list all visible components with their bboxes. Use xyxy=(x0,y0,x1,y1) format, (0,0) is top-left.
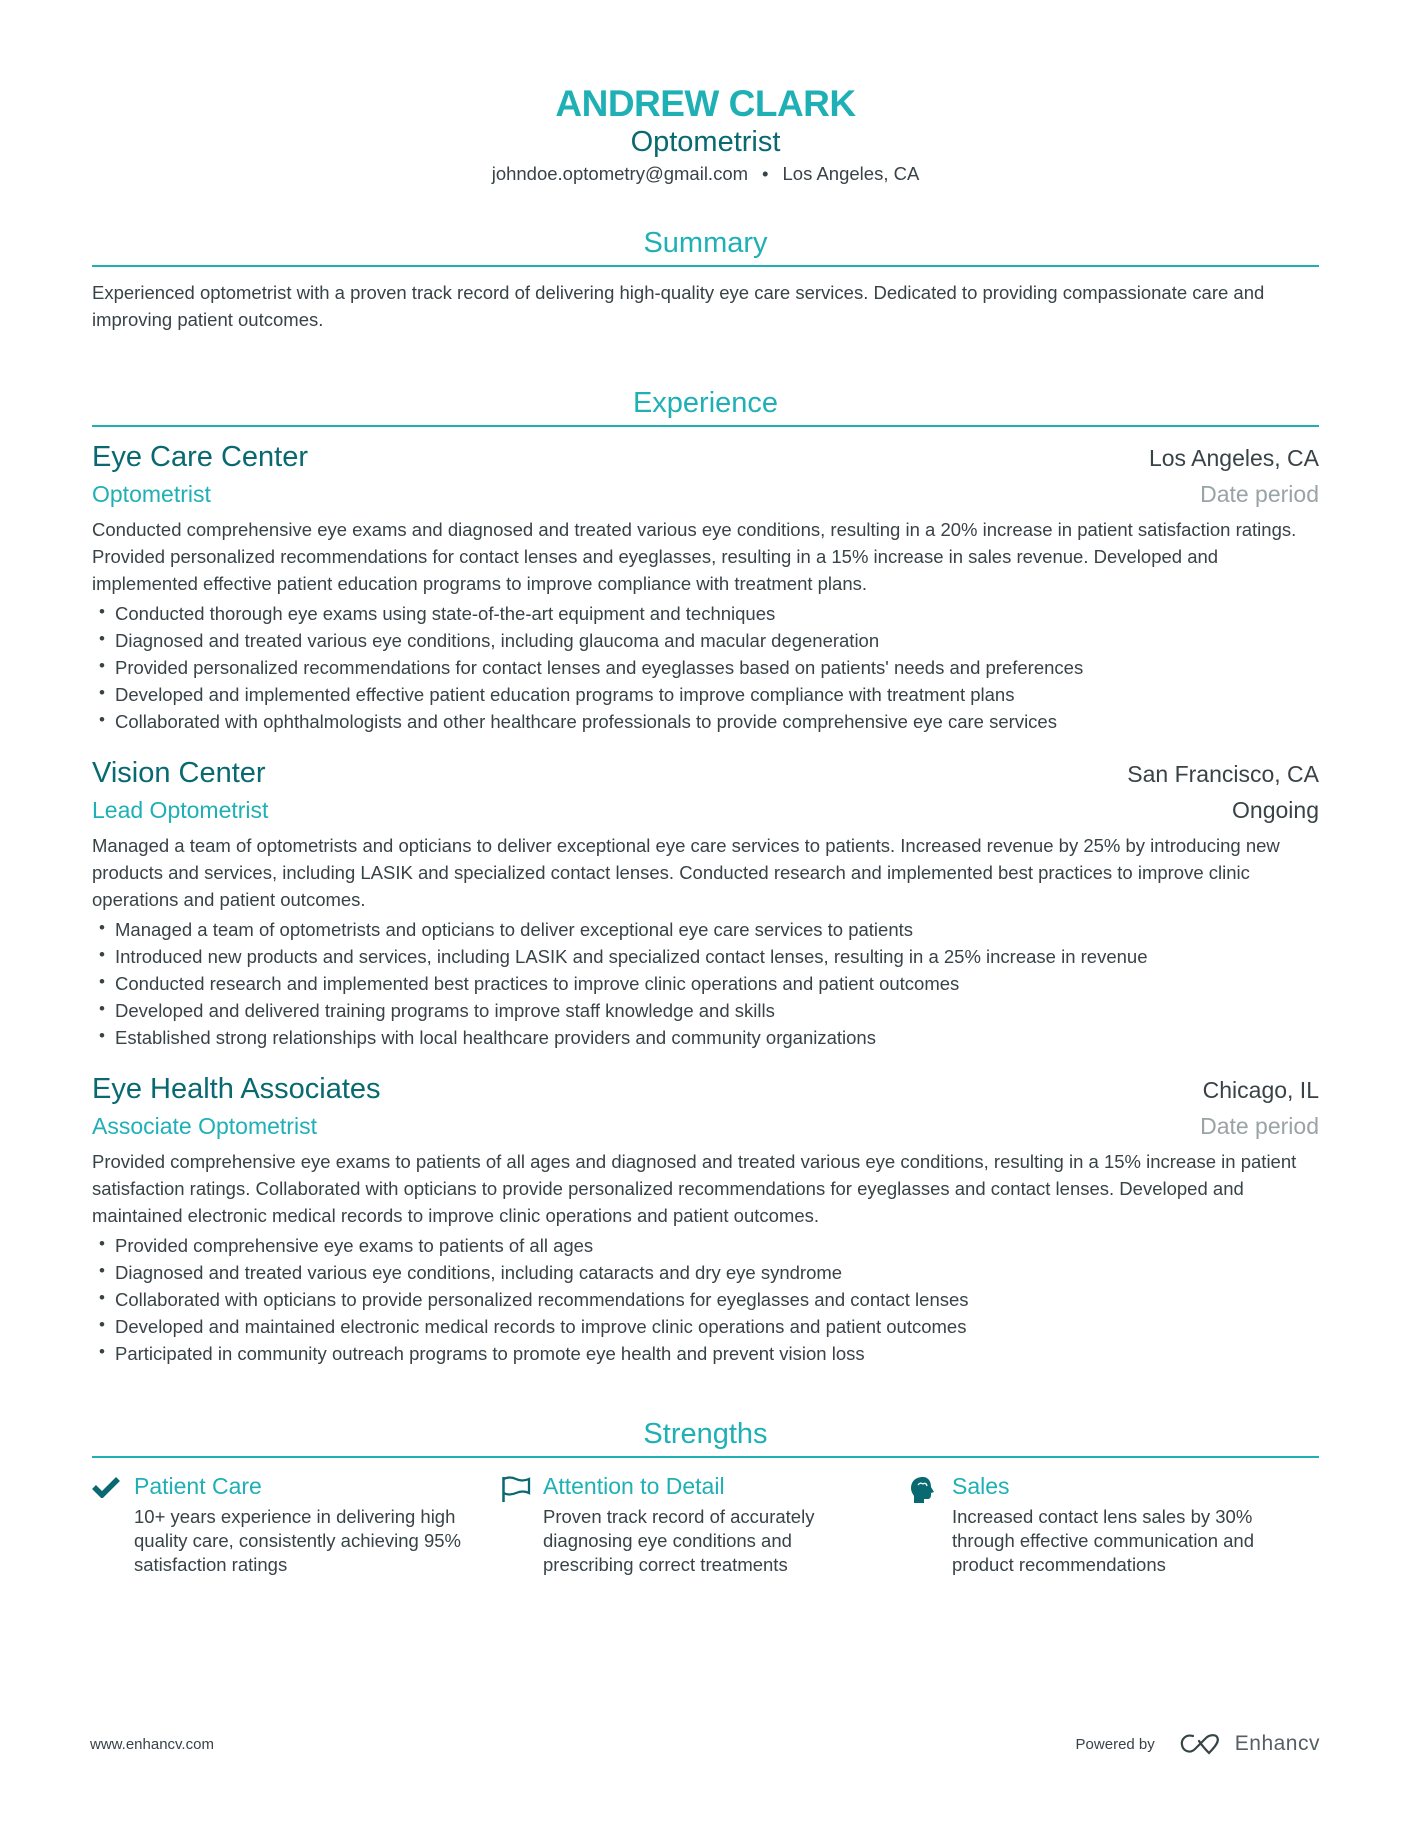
experience-entry xyxy=(92,755,1319,1051)
company-name: Vision Center xyxy=(92,757,266,789)
company-name: Eye Health Associates xyxy=(92,1073,381,1105)
section-heading-summary: Summary xyxy=(92,226,1319,267)
bullet-item: • Conducted research and implemented best practices to improve clinic operations and patient outcomes xyxy=(92,970,1319,997)
enhancv-logo-icon xyxy=(1179,1732,1225,1756)
strength-text: Proven track record of accurately diagnosing eye conditions and prescribing correct treatments xyxy=(543,1506,815,1575)
job-date: Date period xyxy=(1200,481,1319,507)
check-icon xyxy=(92,1470,134,1577)
job-date: Date period xyxy=(1200,1113,1319,1139)
contact-separator: • xyxy=(762,163,769,184)
job-role: Associate Optometrist xyxy=(92,1113,317,1139)
email-link[interactable]: johndoe.optometry@gmail.com xyxy=(491,163,749,184)
job-date: Ongoing xyxy=(1232,797,1319,823)
candidate-title: Optometrist xyxy=(630,126,781,158)
bullet-item: • Collaborated with opticians to provide personalized recommendations for eyeglasses and contact lenses xyxy=(92,1286,1319,1313)
resume-header xyxy=(92,0,1319,186)
bullet-item: • Developed and delivered training programs to improve staff knowledge and skills xyxy=(92,997,1319,1024)
contact-line xyxy=(92,162,1319,186)
bullet-item: • Introduced new products and services, including LASIK and specialized contact lenses, resulting in a 25% increase in revenue xyxy=(92,943,1319,970)
footer-url-link[interactable]: www.enhancv.com xyxy=(90,1735,214,1753)
bullet-item: • Managed a team of optometrists and opticians to deliver exceptional eye care services to patients xyxy=(92,916,1319,943)
strength-title: Attention to Detail xyxy=(543,1473,725,1499)
powered-by-label: Powered by xyxy=(1075,1735,1155,1753)
section-heading-strengths: Strengths xyxy=(92,1417,1319,1458)
bullet-item: • Collaborated with ophthalmologists and other healthcare professionals to provide comprehensive eye care services xyxy=(92,708,1319,735)
strength-title: Sales xyxy=(952,1473,1010,1499)
summary-text: Experienced optometrist with a proven track record of delivering high-quality eye care services. Dedicated to providing compassionate care and improving patient outcomes. xyxy=(92,282,1265,330)
bullet-item: • Developed and implemented effective patient education programs to improve compliance with treatment plans xyxy=(92,681,1319,708)
footer xyxy=(90,1732,1320,1756)
bullet-item: • Provided comprehensive eye exams to patients of all ages xyxy=(92,1232,1319,1259)
bullet-item: • Diagnosed and treated various eye conditions, including cataracts and dry eye syndrome xyxy=(92,1259,1319,1286)
experience-entry xyxy=(92,1071,1319,1367)
strength-text: Increased contact lens sales by 30% through effective communication and product recommendations xyxy=(952,1506,1255,1575)
resume-page xyxy=(92,0,1319,1577)
strength-item xyxy=(501,1470,910,1577)
head-brain-icon xyxy=(910,1470,952,1577)
section-heading-experience: Experience xyxy=(92,386,1319,427)
job-location: San Francisco, CA xyxy=(1127,761,1319,787)
job-location: Chicago, IL xyxy=(1202,1077,1319,1103)
enhancv-brand[interactable]: Enhancv xyxy=(1234,1732,1320,1755)
bullet-item: • Developed and maintained electronic medical records to improve clinic operations and patient outcomes xyxy=(92,1313,1319,1340)
job-role: Lead Optometrist xyxy=(92,797,269,823)
candidate-name: ANDREW CLARK xyxy=(555,83,856,124)
powered-by xyxy=(1076,1732,1320,1756)
header-location: Los Angeles, CA xyxy=(782,163,920,184)
flag-icon xyxy=(501,1470,543,1577)
job-bullets xyxy=(92,916,1319,1051)
bullet-item: • Conducted thorough eye exams using state-of-the-art equipment and techniques xyxy=(92,600,1319,627)
strength-item xyxy=(92,1470,501,1577)
job-bullets xyxy=(92,1232,1319,1367)
strength-title: Patient Care xyxy=(134,1473,262,1499)
strength-item xyxy=(910,1470,1319,1577)
job-role: Optometrist xyxy=(92,481,211,507)
job-location: Los Angeles, CA xyxy=(1148,445,1319,471)
company-name: Eye Care Center xyxy=(92,441,308,473)
bullet-item: • Provided personalized recommendations for contact lenses and eyeglasses based on patients' needs and preferences xyxy=(92,654,1319,681)
job-bullets xyxy=(92,600,1319,735)
strength-text: 10+ years experience in delivering high quality care, consistently achieving 95% satisfaction ratings xyxy=(134,1506,462,1575)
bullet-item: • Established strong relationships with local healthcare providers and community organizations xyxy=(92,1024,1319,1051)
job-description: Provided comprehensive eye exams to patients of all ages and diagnosed and treated various eye conditions, resulting in a 15% increase in patient satisfaction ratings. Collaborated with opticians to provide personalized recommendations for eyeglasses and contact lenses. Developed and maintained electronic medical records to improve clinic operations and patient outcomes. xyxy=(92,1151,1297,1226)
job-description: Managed a team of optometrists and opticians to deliver exceptional eye care services to patients. Increased revenue by 25% by introducing new products and services, including LASIK and specialized contact lenses. Conducted research and implemented best practices to improve clinic operations and patient outcomes. xyxy=(92,835,1280,910)
bullet-item: • Participated in community outreach programs to promote eye health and prevent vision loss xyxy=(92,1340,1319,1367)
strengths-grid xyxy=(92,1470,1319,1577)
job-description: Conducted comprehensive eye exams and diagnosed and treated various eye conditions, resulting in a 20% increase in patient satisfaction ratings. Provided personalized recommendations for contact lenses and eyeglasses, resulting in a 15% increase in sales revenue. Developed and implemented effective patient education programs to improve compliance with treatment plans. xyxy=(92,519,1297,594)
experience-entry xyxy=(92,439,1319,735)
bullet-item: • Diagnosed and treated various eye conditions, including glaucoma and macular degeneration xyxy=(92,627,1319,654)
